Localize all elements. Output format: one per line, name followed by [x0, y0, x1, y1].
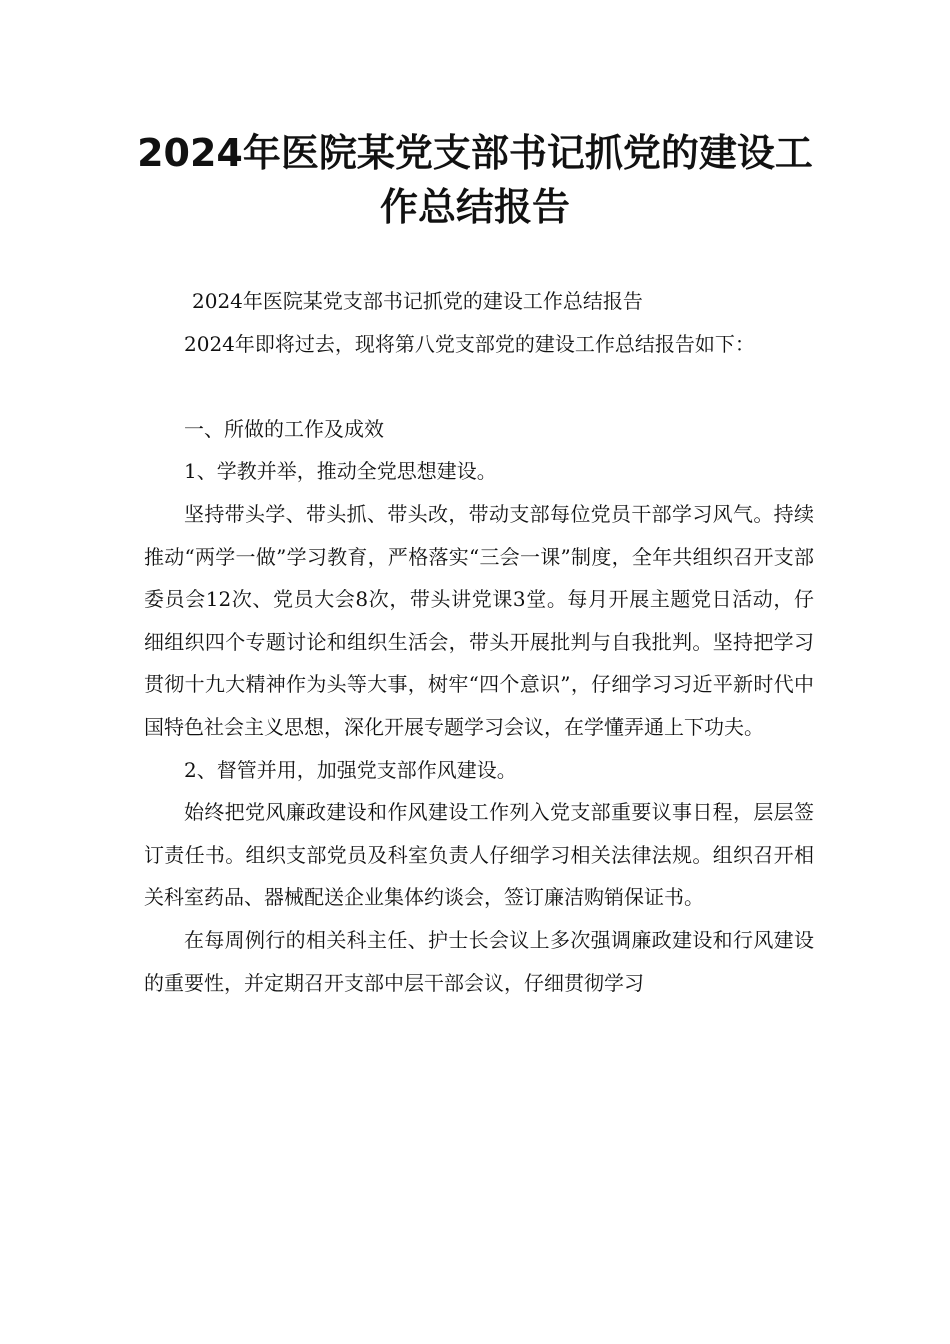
- subtitle-paragraph: 2024年医院某党支部书记抓党的建设工作总结报告: [192, 289, 643, 313]
- document-title: [120, 126, 830, 234]
- document-body: [144, 280, 814, 1004]
- body-paragraph: 始终把党风廉政建设和作风建设工作列入党支部重要议事日程，层层签订责任书。组织支部党员及科室负责人仔细学习相关法律法规。组织召开相关科室药品、器械配送企业集体约谈会，签订廉洁购销保证书。: [144, 800, 814, 910]
- subsection-heading-2: 2、督管并用，加强党支部作风建设。: [184, 757, 517, 782]
- title-line-1: 2024年医院某党支部书记抓党的建设工: [137, 131, 813, 175]
- title-line-2: 作总结报告: [379, 185, 570, 229]
- section-heading: 一、所做的工作及成效: [184, 416, 384, 441]
- body-paragraph: 在每周例行的相关科主任、护士长会议上多次强调廉政建设和行风建设的重要性，并定期召开支部中层干部会议，仔细贯彻学习: [144, 927, 814, 995]
- intro-paragraph: 2024年即将过去，现将第八党支部党的建设工作总结报告如下：: [184, 331, 755, 356]
- subsection-heading-1: 1、学教并举，推动全党思想建设。: [184, 459, 497, 484]
- body-paragraph: 坚持带头学、带头抓、带头改，带动支部每位党员干部学习风气。持续推动“两学一做”学习教育，严格落实“三会一课”制度，全年共组织召开支部委员会12次、党员大会8次，带头讲党课3堂。每月开展主题党日活动，仔细组织四个专题讨论和组织生活会，带头开展批判与自我批判。坚持把学习贯彻十九大精神作为头等大事，树牢“四个意识”，仔细学习习近平新时代中国特色社会主义思想，深化开展专题学习会议，在学懂弄通上下功夫。: [144, 501, 814, 739]
- blank-line: [144, 365, 814, 408]
